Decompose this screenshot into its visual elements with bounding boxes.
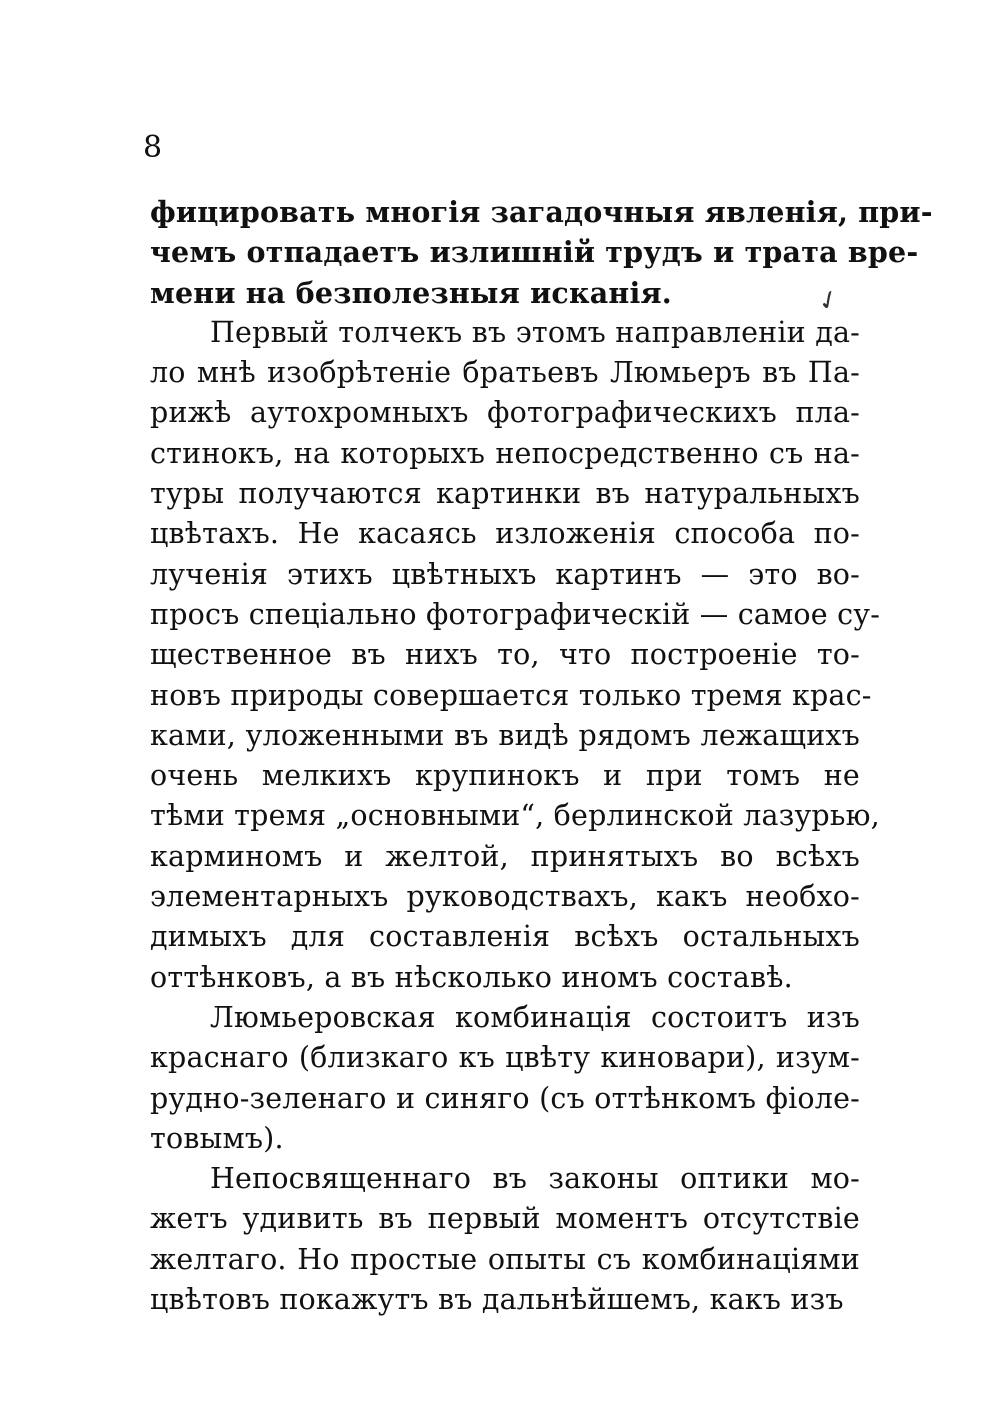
paragraph-lumiere-plates (150, 313, 881, 998)
text-line: стинокъ, на которыхъ непосредственно съ на- (150, 436, 860, 470)
text-line: Непосвященнаго въ законы оптики мо- (210, 1162, 860, 1196)
text-line: оттѣнковъ, а въ нѣсколько иномъ составѣ. (150, 960, 793, 994)
text-line: щественное въ нихъ то, что построеніе то- (150, 638, 860, 672)
text-line: Люмьеровская комбинація состоитъ изъ (210, 1000, 860, 1034)
text-line: Первый толчекъ въ этомъ направленіи да- (210, 315, 860, 349)
text-line: туры получаются картинки въ натуральныхъ (150, 477, 860, 511)
text-line: очень мелкихъ крупинокъ и при томъ не (150, 759, 860, 793)
text-line: ло мнѣ изобрѣтеніе братьевъ Люмьеръ въ Па- (150, 356, 860, 390)
text-line: рижѣ аутохромныхъ фотографическихъ пла- (150, 396, 860, 430)
text-line: цвѣтахъ. Не касаясь изложенія способа по- (150, 517, 860, 551)
text-line: просъ спеціально фотографическій — самое су- (150, 597, 881, 631)
text-line: чемъ отпадаетъ излишній трудъ и трата вре- (150, 235, 919, 270)
text-line: мени на безполезныя исканія. (150, 275, 672, 310)
text-line: рудно-зеленаго и синяго (съ оттѣнкомъ фіоле- (150, 1081, 860, 1115)
paragraph-optics (150, 1159, 860, 1320)
text-line: желтаго. Но простые опыты съ комбинаціями (150, 1242, 860, 1276)
text-line: цвѣтовъ покажутъ въ дальнѣйшемъ, какъ изъ (150, 1283, 844, 1317)
text-line: карминомъ и желтой, принятыхъ во всѣхъ (150, 839, 860, 873)
text-line: элементарныхъ руководствахъ, какъ необхо- (150, 880, 860, 914)
text-line: новъ природы совершается только тремя крас- (150, 678, 872, 712)
page-text-block (150, 192, 933, 1320)
paragraph-lumiere-combination (150, 998, 860, 1159)
page-number: 8 (143, 130, 163, 165)
margin-check-mark: ✓ (812, 282, 846, 320)
text-line: ками, уложенными въ видѣ рядомъ лежащихъ (150, 718, 860, 752)
text-line: лученія этихъ цвѣтныхъ картинъ — это во- (150, 557, 860, 591)
text-line: жетъ удивить въ первый моментъ отсутствіе (150, 1202, 860, 1236)
text-line: краснаго (близкаго къ цвѣту киновари), изум- (150, 1041, 860, 1075)
text-line: фицировать многія загадочныя явленія, при- (150, 195, 933, 229)
text-line: тѣми тремя „основными“, берлинской лазурью, (150, 799, 880, 833)
text-line: димыхъ для составленія всѣхъ остальныхъ (150, 920, 860, 954)
text-line: товымъ). (150, 1121, 284, 1155)
paragraph-continuation (150, 192, 933, 313)
